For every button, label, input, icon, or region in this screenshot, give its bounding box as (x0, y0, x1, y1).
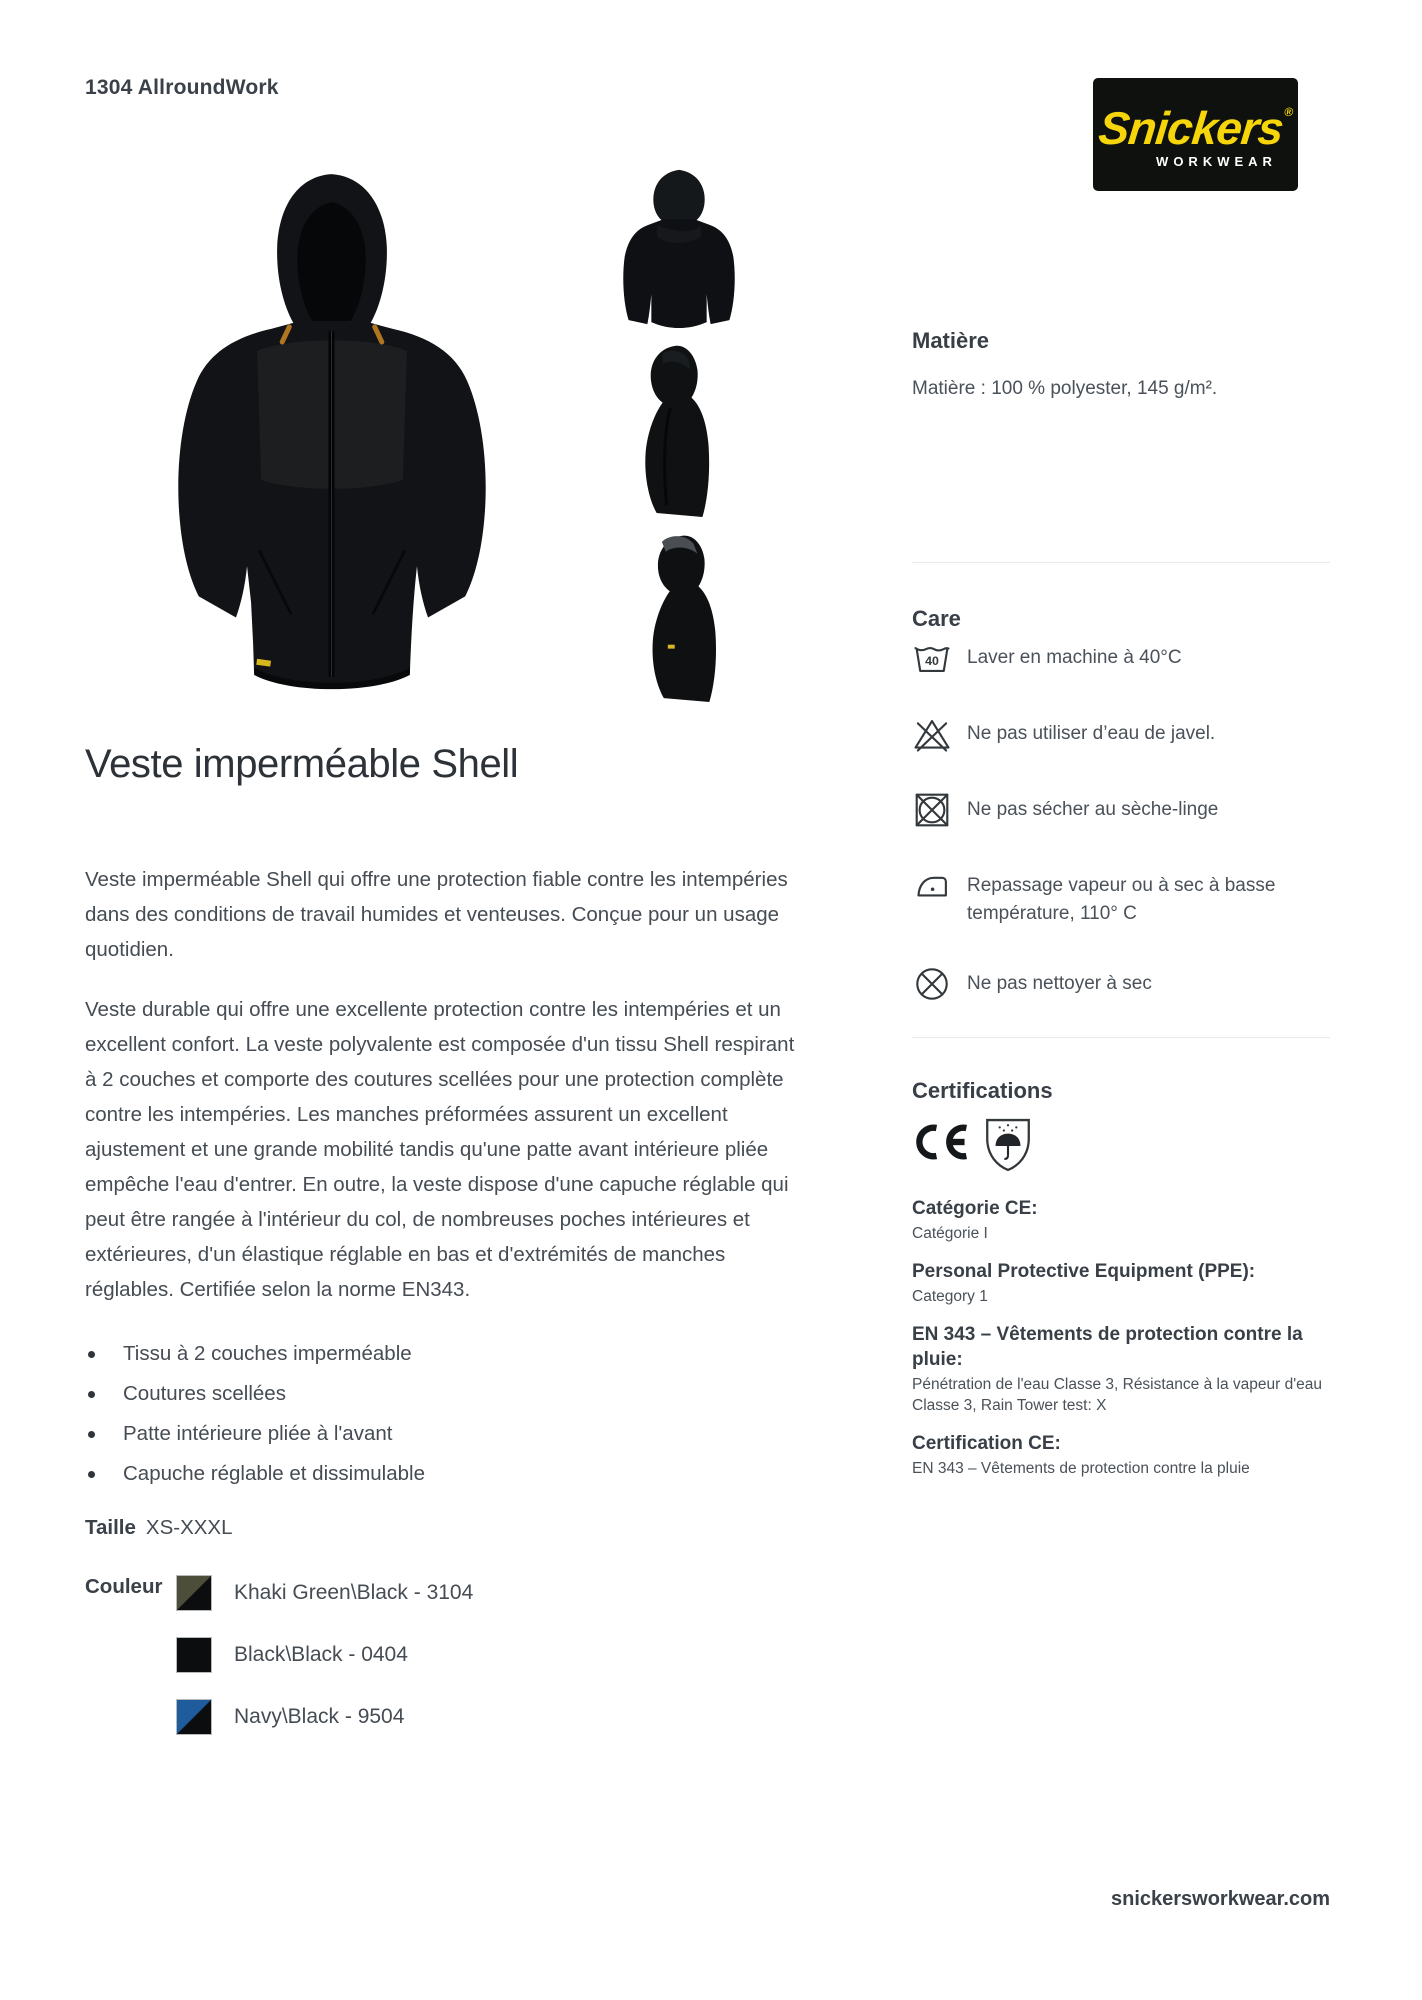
certification-entry (912, 1196, 1330, 1244)
care-instruction-list (912, 644, 1330, 1046)
product-intro-paragraph: Veste imperméable Shell qui offre une protection fiable contre les intempéries dans des conditions de travail humides et venteuses. Conçue pour un usage quotidien. (85, 868, 788, 961)
care-instruction-text: Ne pas nettoyer à sec (967, 973, 1152, 994)
website-url: snickersworkwear.com (1110, 1888, 1330, 1910)
material-text: Matière : 100 % polyester, 145 g/m². (912, 378, 1218, 399)
care-heading: Care (912, 606, 961, 631)
snickers-logo-wordmark: Snickers® (1096, 101, 1295, 154)
product-image-front (138, 160, 526, 708)
iron-low-temperature-icon (912, 866, 952, 906)
color-name: Black\Black - 0404 (234, 1643, 408, 1666)
size-row (85, 1516, 233, 1540)
care-instruction-row (912, 872, 1330, 928)
jacket-side-illustration (625, 338, 751, 522)
product-image-side (625, 338, 751, 522)
jacket-side-2-illustration (632, 526, 758, 706)
feature-text: Patte intérieure pliée à l'avant (123, 1422, 393, 1445)
page-title: Veste imperméable Shell (85, 742, 519, 786)
certifications-heading: Certifications (912, 1078, 1053, 1103)
feature-text: Tissu à 2 couches imperméable (123, 1342, 412, 1365)
certification-value: Catégorie I (912, 1225, 988, 1242)
divider (912, 1037, 1330, 1038)
care-instruction-row (912, 720, 1330, 754)
snickers-logo-subbrand: WORKWEAR (1156, 153, 1277, 169)
product-code: 1304 AllroundWork (85, 76, 279, 99)
care-instruction-row (912, 644, 1330, 678)
color-swatch (176, 1575, 212, 1611)
jacket-back-illustration (607, 164, 752, 330)
do-not-bleach-icon (912, 714, 952, 754)
color-name: Khaki Green\Black - 3104 (234, 1581, 474, 1604)
jacket-front-illustration (138, 160, 526, 708)
product-image-back (607, 164, 752, 330)
feature-item (88, 1462, 728, 1502)
bullet-icon (88, 1351, 95, 1358)
color-swatch (176, 1637, 212, 1673)
snickers-logo (1093, 78, 1298, 191)
certification-marks (912, 1120, 1330, 1172)
care-instruction-text: Ne pas sécher au sèche-linge (967, 799, 1219, 820)
feature-text: Capuche réglable et dissimulable (123, 1462, 425, 1485)
certification-label: Certification CE: (912, 1433, 1061, 1454)
color-swatch (176, 1699, 212, 1735)
care-instruction-text: Laver en machine à 40°C (967, 647, 1182, 668)
certification-entry (912, 1259, 1330, 1307)
certification-value: Category 1 (912, 1288, 988, 1305)
size-label: Taille (85, 1516, 136, 1539)
color-label: Couleur (85, 1575, 163, 1598)
color-name: Navy\Black - 9504 (234, 1705, 405, 1728)
color-option-row (176, 1624, 473, 1686)
ce-mark-icon (912, 1120, 970, 1164)
svg-text:40: 40 (925, 654, 939, 669)
product-description-paragraph: Veste durable qui offre une excellente protection contre les intempéries et un excellent confort. La veste polyvalente est composée d'un tissu Shell respirant à 2 couches et comporte des coutures scellées pour une protection complète contre les intempéries. Les manches préformées assurent un excellent ajustement et une grande mobilité tandis qu'une patte avant intérieure pliée empêche l'eau d'entrer. En outre, la veste dispose d'une capuche réglable qui peut être rangée à l'intérieur du col, de nombreuses poches intérieures et extérieures, d'un élastique réglable en bas et d'extrémités de manches réglables. Certifiée selon la norme EN343. (85, 998, 795, 1301)
certification-entry (912, 1322, 1330, 1416)
certification-entries (912, 1196, 1330, 1494)
certification-label: EN 343 – Vêtements de protection contre la pluie: (912, 1324, 1303, 1370)
care-instruction-text: Ne pas utiliser d’eau de javel. (967, 723, 1216, 744)
bullet-icon (88, 1431, 95, 1438)
feature-item (88, 1342, 728, 1382)
color-list (176, 1562, 473, 1748)
rain-protection-shield-icon (984, 1118, 1032, 1172)
certification-value: EN 343 – Vêtements de protection contre la pluie (912, 1460, 1250, 1477)
certification-entry (912, 1431, 1330, 1479)
care-instruction-row (912, 970, 1330, 1004)
do-not-dry-clean-icon (912, 964, 952, 1004)
do-not-tumble-dry-icon (912, 790, 952, 830)
divider (912, 562, 1330, 563)
certification-value: Pénétration de l'eau Classe 3, Résistance à la vapeur d'eau Classe 3, Rain Tower test: X (912, 1376, 1323, 1414)
care-instruction-row (912, 796, 1330, 830)
material-heading: Matière (912, 328, 990, 353)
feature-text: Coutures scellées (123, 1382, 286, 1405)
bullet-icon (88, 1391, 95, 1398)
feature-item (88, 1422, 728, 1462)
certification-label: Personal Protective Equipment (PPE): (912, 1261, 1256, 1282)
color-option-row (176, 1562, 473, 1624)
color-option-row (176, 1686, 473, 1748)
care-instruction-text: Repassage vapeur ou à sec à basse température, 110° C (967, 875, 1276, 924)
registered-trademark-icon: ® (1283, 104, 1295, 119)
feature-item (88, 1382, 728, 1422)
feature-list (88, 1342, 728, 1502)
size-value: XS-XXXL (145, 1516, 233, 1539)
machine-wash-40-icon (912, 638, 952, 678)
certification-label: Catégorie CE: (912, 1198, 1038, 1219)
product-image-side-2 (632, 526, 758, 706)
bullet-icon (88, 1471, 95, 1478)
